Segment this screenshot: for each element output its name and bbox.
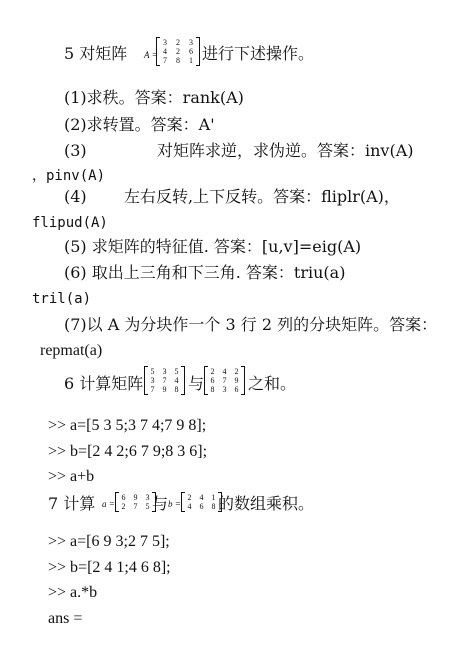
q7-suffix: 的数组乘积。 (218, 494, 315, 513)
q7-code-1: >> a=[6 9 3;2 7 5]; (48, 533, 170, 550)
q6-matrix-1-cell-1-1: 7 (162, 376, 167, 385)
q6-matrix-2-cell-2-2: 6 (234, 385, 239, 394)
q6-matrix-1-cell-2-0: 7 (150, 385, 155, 394)
q5-item-3-cont: ，pinv(A) (32, 168, 106, 184)
q5-title (64, 44, 127, 64)
q6-code-3: >> a+b (48, 468, 95, 485)
q6-code-2: >> b=[2 4 2;6 7 9;8 3 6]; (48, 443, 208, 460)
q7-matrix-a-cell-0-1: 9 (133, 493, 138, 502)
q6-matrix-1-cell-2-2: 8 (174, 385, 179, 394)
q6-matrix-2-cell-1-0: 6 (210, 376, 215, 385)
q7-matrix-b-cell-0-0: 2 (187, 493, 192, 502)
q7-matrix-a-cell-1-2: 5 (145, 502, 150, 511)
q7-middle: 与 (152, 494, 169, 513)
q6-middle: 与 (188, 374, 205, 393)
q6-matrix-2-cell-1-2: 9 (234, 376, 239, 385)
q6-matrix-2-cell-2-0: 8 (210, 385, 215, 394)
q7-a-name: a = (102, 499, 115, 509)
q5-prefix: 对矩阵 (79, 44, 128, 63)
q7-matrix-a-cell-1-0: 2 (121, 502, 126, 511)
q7-matrix-b (181, 492, 222, 512)
q6-matrix-1-cell-2-1: 9 (162, 385, 167, 394)
q5-matrix-cell-2-2: 1 (189, 56, 193, 65)
q7-prefix: 计算 (63, 494, 96, 513)
q5-matrix-cell-1-2: 6 (189, 47, 193, 56)
q5-matrix-cell-0-0: 3 (163, 38, 167, 47)
q5-item-4-number: (4) (64, 187, 87, 206)
q5-matrix-cell-0-2: 3 (189, 38, 193, 47)
q6-matrix-2-cell-2-1: 3 (222, 385, 227, 394)
q7-matrix-a-cell-0-0: 6 (121, 493, 126, 502)
q5-item-1: (1)求秩。答案：rank(A) (64, 88, 244, 107)
q5-number: 5 (64, 44, 75, 63)
q6-matrix-2-cell-0-2: 2 (234, 367, 239, 376)
q5-item-7: (7)以 A 为分块作一个 3 行 2 列的分块矩阵。答案： (64, 315, 438, 334)
q6-matrix-1-cell-1-0: 3 (150, 376, 155, 385)
q6-matrix-1-cell-0-2: 5 (174, 367, 179, 376)
q5-item-3-text: 对矩阵求逆，求伪逆。答案：inv(A) (157, 141, 414, 160)
q7-title (48, 494, 95, 514)
q7-matrix-b-cell-1-0: 4 (187, 502, 192, 511)
q7-matrix-a-cell-0-2: 3 (145, 493, 150, 502)
q6-prefix: 计算矩阵 (79, 374, 144, 393)
q6-matrix-2-cell-0-1: 4 (222, 367, 227, 376)
q6-code-1: >> a=[5 3 5;3 7 4;7 9 8]; (48, 417, 207, 434)
q6-matrix-1-cell-0-1: 3 (162, 367, 167, 376)
q7-code-4: ans = (48, 610, 83, 627)
q5-item-4-text: 左右反转,上下反转。答案：fliplr(A)， (124, 187, 400, 206)
q7-code-2: >> b=[2 4 1;4 6 8]; (48, 559, 171, 576)
q7-number: 7 (48, 494, 59, 513)
q7-matrix-b-cell-1-2: 8 (211, 502, 216, 511)
q6-matrix-2-cell-0-0: 2 (210, 367, 215, 376)
q5-matrix-cell-2-0: 7 (163, 56, 167, 65)
q5-item-4-cont: flipud(A) (32, 215, 108, 231)
q5-matrix-cell-1-1: 2 (176, 47, 180, 56)
q7-matrix-b-cell-0-2: 1 (211, 493, 216, 502)
q5-item-7-cont: repmat(a) (40, 342, 103, 359)
q7-matrix-b-cell-1-1: 6 (199, 502, 204, 511)
q5-item-5: (5) 求矩阵的特征值. 答案：[u,v]=eig(A) (64, 237, 362, 256)
q7-matrix-b-cell-0-1: 4 (199, 493, 204, 502)
q6-matrix-2-cell-1-1: 7 (222, 376, 227, 385)
q5-matrix-name: A = (144, 50, 158, 60)
q7-matrix-a (115, 492, 156, 512)
q6-number: 6 (64, 374, 75, 393)
q7-code-3: >> a.*b (48, 584, 98, 601)
q6-matrix-1-cell-1-2: 4 (174, 376, 179, 385)
q6-matrix-1 (144, 366, 185, 395)
q5-item-3-number: (3) (64, 141, 87, 160)
q5-item-6: (6) 取出上三角和下三角. 答案：triu(a) (64, 263, 346, 282)
q5-matrix-cell-0-1: 2 (176, 38, 180, 47)
q5-matrix-cell-1-0: 4 (163, 47, 167, 56)
q5-suffix: 进行下述操作。 (202, 44, 315, 63)
q6-suffix: 之和。 (248, 374, 297, 393)
q5-matrix-cell-2-1: 8 (176, 56, 180, 65)
q7-b-name: b = (168, 499, 181, 509)
q7-matrix-a-cell-1-1: 7 (133, 502, 138, 511)
q6-matrix-1-cell-0-0: 5 (150, 367, 155, 376)
q6-matrix-2 (204, 366, 245, 395)
q6-title (64, 374, 143, 394)
q5-item-6-cont: tril(a) (32, 291, 92, 307)
q5-item-2: (2)求转置。答案：A' (64, 115, 215, 134)
q5-matrix (156, 37, 200, 66)
